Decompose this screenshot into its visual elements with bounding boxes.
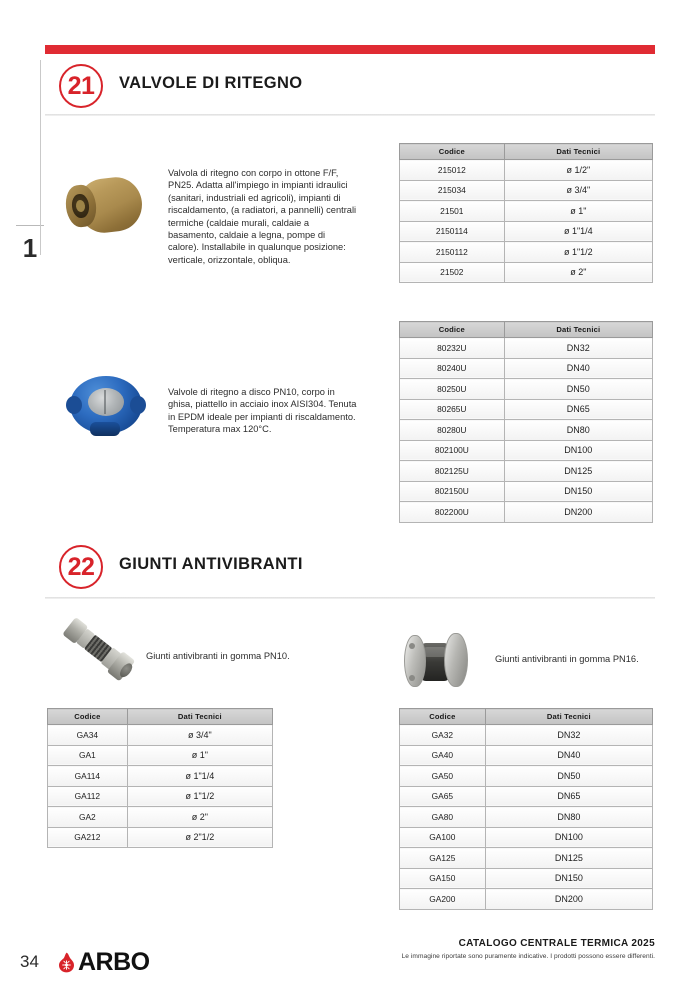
arbo-logo [58, 948, 150, 977]
section-22-underline [45, 597, 655, 599]
cell-code: GA80 [400, 807, 486, 828]
table-row [400, 180, 653, 201]
cell-spec: ø 1"1/4 [127, 766, 272, 787]
catalog-disclaimer: Le immagine riportate sono puramente indicative. I prodotti possono essere differenti. [401, 953, 655, 960]
cell-code: GA65 [400, 786, 486, 807]
cell-spec: DN100 [504, 440, 652, 461]
cell-spec: DN80 [504, 420, 652, 441]
cell-spec: ø 1"1/4 [504, 221, 652, 242]
catalog-title: CATALOGO CENTRALE TERMICA 2025 [458, 938, 655, 949]
table-row [400, 420, 653, 441]
table-row [400, 379, 653, 400]
table-row [400, 461, 653, 482]
cell-code: 2150114 [400, 221, 505, 242]
table-row [400, 201, 653, 222]
table-row [400, 868, 653, 889]
cell-spec: DN150 [485, 868, 652, 889]
page-number: 34 [20, 952, 39, 971]
cell-code: GA125 [400, 848, 486, 869]
column-header-codice: Codice [400, 144, 505, 160]
cell-spec: DN200 [485, 889, 652, 910]
section-21-title: VALVOLE DI RITEGNO [119, 74, 303, 92]
brass-check-valve-table [399, 143, 653, 283]
flame-icon [58, 952, 75, 973]
blue-disc-check-valve-description: Valvole di ritegno a disco PN10, corpo in ghisa, piattello in acciaio inox AISI304. Tenuta in EPDM ideale per impianti di riscaldamento. Temperatura max 120°C. [168, 387, 357, 435]
cell-code: GA112 [48, 786, 128, 807]
cell-code: GA50 [400, 766, 486, 787]
table-row [400, 807, 653, 828]
cell-spec: ø 2" [127, 807, 272, 828]
cell-code: GA200 [400, 889, 486, 910]
table-header-row [400, 322, 653, 338]
cell-code: 80232U [400, 338, 505, 359]
table-header-row [400, 709, 653, 725]
disc-check-valve-table [399, 321, 653, 523]
cell-code: GA114 [48, 766, 128, 787]
cell-spec: ø 1/2" [504, 160, 652, 181]
table-row [400, 481, 653, 502]
table-row [48, 807, 273, 828]
section-21-number-badge: 21 [59, 64, 103, 108]
column-header-dati-tecnici: Dati Tecnici [485, 709, 652, 725]
cell-spec: DN50 [485, 766, 652, 787]
cell-spec: DN200 [504, 502, 652, 523]
cell-spec: ø 1" [127, 745, 272, 766]
flanged-joint-caption: Giunti antivibranti in gomma PN16. [495, 654, 639, 664]
cell-spec: ø 1" [504, 201, 652, 222]
table-row [400, 262, 653, 283]
table-row [400, 766, 653, 787]
table-row [400, 221, 653, 242]
cell-code: 802150U [400, 481, 505, 502]
cell-spec: DN80 [485, 807, 652, 828]
table-header-row [48, 709, 273, 725]
threaded-joint-caption: Giunti antivibranti in gomma PN10. [146, 651, 290, 661]
table-row [48, 766, 273, 787]
cell-code: 80240U [400, 358, 505, 379]
chapter-number: 1 [22, 233, 38, 263]
cell-code: GA34 [48, 725, 128, 746]
column-header-dati-tecnici: Dati Tecnici [504, 144, 652, 160]
cell-spec: DN40 [485, 745, 652, 766]
table-row [400, 502, 653, 523]
cell-code: 215034 [400, 180, 505, 201]
cell-spec: ø 3/4" [127, 725, 272, 746]
cell-spec: DN32 [504, 338, 652, 359]
cell-code: GA212 [48, 827, 128, 848]
section-22-title: GIUNTI ANTIVIBRANTI [119, 555, 303, 573]
table-row [400, 358, 653, 379]
table-row [400, 745, 653, 766]
cell-code: 802100U [400, 440, 505, 461]
cell-code: 21501 [400, 201, 505, 222]
table-row [400, 848, 653, 869]
cell-code: 2150112 [400, 242, 505, 263]
brass-check-valve-description: Valvola di ritegno con corpo in ottone F/F, PN25. Adatta all'impiego in impianti idraulici (sanitari, industriali ed agricoli), impianti di riscaldamento, (a radiatori, a pannelli) centrali termiche (caldaie murali, caldaie a basamento, caldaie a legna, pompe di calore). Installabile in qualunque posizione: verticale, orizzontale, obliqua. [168, 168, 357, 265]
threaded-rubber-joint-photo [58, 612, 138, 682]
cell-spec: ø 3/4" [504, 180, 652, 201]
section-22-header [45, 541, 655, 595]
section-21-red-bar [45, 45, 655, 54]
table-row [400, 786, 653, 807]
table-row [400, 889, 653, 910]
brass-check-valve-photo [60, 172, 152, 238]
table-row [48, 725, 273, 746]
arbo-wordmark: ARBO [78, 948, 150, 976]
cell-spec: DN40 [504, 358, 652, 379]
flanged-rubber-joint-photo [400, 629, 476, 695]
cell-code: GA40 [400, 745, 486, 766]
table-row [48, 827, 273, 848]
section-22-number-badge: 22 [59, 545, 103, 589]
table-row [48, 745, 273, 766]
cell-code: GA32 [400, 725, 486, 746]
column-header-codice: Codice [400, 709, 486, 725]
section-21-header [45, 60, 655, 114]
section-21-underline [45, 114, 655, 116]
flanged-joint-table [399, 708, 653, 910]
cell-spec: DN50 [504, 379, 652, 400]
table-row [48, 786, 273, 807]
table-row [400, 399, 653, 420]
column-header-codice: Codice [48, 709, 128, 725]
cell-code: GA1 [48, 745, 128, 766]
column-header-codice: Codice [400, 322, 505, 338]
threaded-joint-table [47, 708, 273, 848]
cell-spec: DN125 [485, 848, 652, 869]
cell-code: 80265U [400, 399, 505, 420]
cell-spec: ø 1"1/2 [127, 786, 272, 807]
cell-code: 80250U [400, 379, 505, 400]
cell-spec: ø 1"1/2 [504, 242, 652, 263]
cell-code: 802125U [400, 461, 505, 482]
table-row [400, 827, 653, 848]
cell-spec: DN150 [504, 481, 652, 502]
cell-spec: DN65 [485, 786, 652, 807]
cell-code: 215012 [400, 160, 505, 181]
cell-code: GA150 [400, 868, 486, 889]
cell-code: 21502 [400, 262, 505, 283]
cell-spec: DN125 [504, 461, 652, 482]
table-row [400, 242, 653, 263]
cell-spec: DN32 [485, 725, 652, 746]
chapter-tab-vertical-rule [40, 60, 41, 255]
cell-spec: DN65 [504, 399, 652, 420]
cell-spec: ø 2"1/2 [127, 827, 272, 848]
cell-spec: ø 2" [504, 262, 652, 283]
table-header-row [400, 144, 653, 160]
cell-code: 802200U [400, 502, 505, 523]
cell-spec: DN100 [485, 827, 652, 848]
blue-disc-check-valve-photo [64, 372, 148, 438]
table-row [400, 440, 653, 461]
column-header-dati-tecnici: Dati Tecnici [504, 322, 652, 338]
cell-code: GA2 [48, 807, 128, 828]
table-row [400, 725, 653, 746]
column-header-dati-tecnici: Dati Tecnici [127, 709, 272, 725]
cell-code: 80280U [400, 420, 505, 441]
cell-code: GA100 [400, 827, 486, 848]
table-row [400, 160, 653, 181]
table-row [400, 338, 653, 359]
